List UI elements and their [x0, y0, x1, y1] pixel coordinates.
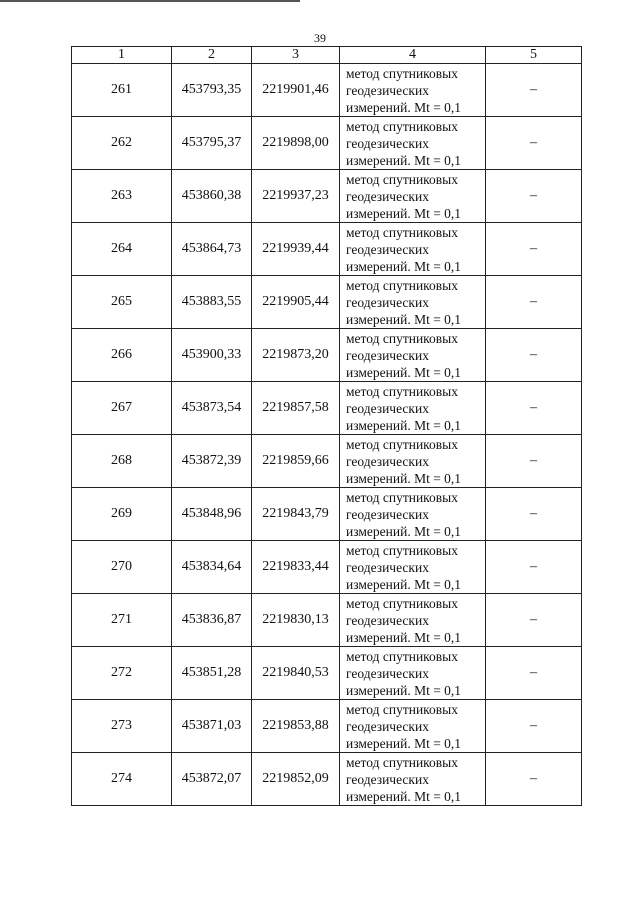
coordinate-y: 2219898,00 [252, 117, 340, 170]
header-row [72, 47, 582, 64]
point-number: 263 [72, 170, 172, 223]
method-line: метод спутниковых [346, 277, 458, 293]
header-col-2: 2 [172, 47, 252, 64]
method-line: метод спутниковых [346, 701, 458, 717]
table-row [72, 435, 582, 488]
point-number: 272 [72, 647, 172, 700]
coordinate-x: 453900,33 [172, 329, 252, 382]
measurement-method [340, 64, 486, 117]
coordinate-y: 2219840,53 [252, 647, 340, 700]
method-line: измерений. Mt = 0,1 [346, 311, 462, 327]
coordinate-x: 453873,54 [172, 382, 252, 435]
method-line: измерений. Mt = 0,1 [346, 99, 462, 115]
note-dash: – [486, 594, 582, 647]
note-dash: – [486, 223, 582, 276]
table-row [72, 594, 582, 647]
coordinate-y: 2219937,23 [252, 170, 340, 223]
method-line: измерений. Mt = 0,1 [346, 258, 462, 274]
table-row [72, 700, 582, 753]
coordinate-y: 2219853,88 [252, 700, 340, 753]
coordinate-x: 453836,87 [172, 594, 252, 647]
coordinate-x: 453851,28 [172, 647, 252, 700]
coordinate-y: 2219939,44 [252, 223, 340, 276]
note-dash: – [486, 647, 582, 700]
method-line: геодезических [346, 294, 429, 310]
method-line: геодезических [346, 612, 429, 628]
method-line: метод спутниковых [346, 754, 458, 770]
table-body [72, 64, 582, 806]
coordinate-y: 2219873,20 [252, 329, 340, 382]
measurement-method [340, 541, 486, 594]
method-line: измерений. Mt = 0,1 [346, 152, 462, 168]
coordinate-y: 2219859,66 [252, 435, 340, 488]
header-col-1: 1 [72, 47, 172, 64]
coordinates-table [71, 46, 582, 806]
coordinate-x: 453883,55 [172, 276, 252, 329]
table-header [72, 47, 582, 64]
method-line: метод спутниковых [346, 118, 458, 134]
method-line: геодезических [346, 400, 429, 416]
method-line: геодезических [346, 347, 429, 363]
measurement-method [340, 700, 486, 753]
coordinate-x: 453793,35 [172, 64, 252, 117]
coordinate-x: 453864,73 [172, 223, 252, 276]
coordinate-x: 453872,39 [172, 435, 252, 488]
method-line: метод спутниковых [346, 171, 458, 187]
method-line: метод спутниковых [346, 542, 458, 558]
top-rule [0, 0, 300, 2]
method-line: метод спутниковых [346, 65, 458, 81]
measurement-method [340, 594, 486, 647]
point-number: 261 [72, 64, 172, 117]
measurement-method [340, 329, 486, 382]
measurement-method [340, 223, 486, 276]
note-dash: – [486, 64, 582, 117]
method-line: измерений. Mt = 0,1 [346, 629, 462, 645]
coordinate-x: 453860,38 [172, 170, 252, 223]
method-line: измерений. Mt = 0,1 [346, 205, 462, 221]
method-line: измерений. Mt = 0,1 [346, 576, 462, 592]
method-line: геодезических [346, 559, 429, 575]
point-number: 266 [72, 329, 172, 382]
measurement-method [340, 435, 486, 488]
measurement-method [340, 276, 486, 329]
note-dash: – [486, 170, 582, 223]
table-row [72, 541, 582, 594]
coordinate-y: 2219830,13 [252, 594, 340, 647]
measurement-method [340, 170, 486, 223]
method-line: метод спутниковых [346, 648, 458, 664]
note-dash: – [486, 329, 582, 382]
table-row [72, 329, 582, 382]
method-line: метод спутниковых [346, 489, 458, 505]
point-number: 274 [72, 753, 172, 806]
table-row [72, 64, 582, 117]
method-line: геодезических [346, 453, 429, 469]
point-number: 271 [72, 594, 172, 647]
header-col-4: 4 [340, 47, 486, 64]
measurement-method [340, 753, 486, 806]
method-line: геодезических [346, 241, 429, 257]
table-row [72, 382, 582, 435]
method-line: измерений. Mt = 0,1 [346, 364, 462, 380]
method-line: геодезических [346, 506, 429, 522]
method-line: измерений. Mt = 0,1 [346, 523, 462, 539]
coordinate-y: 2219852,09 [252, 753, 340, 806]
coordinate-y: 2219843,79 [252, 488, 340, 541]
method-line: геодезических [346, 665, 429, 681]
method-line: геодезических [346, 771, 429, 787]
method-line: геодезических [346, 135, 429, 151]
table-row [72, 170, 582, 223]
coordinate-y: 2219833,44 [252, 541, 340, 594]
note-dash: – [486, 276, 582, 329]
table-row [72, 488, 582, 541]
table-row [72, 647, 582, 700]
note-dash: – [486, 435, 582, 488]
measurement-method [340, 647, 486, 700]
method-line: метод спутниковых [346, 383, 458, 399]
coordinate-x: 453872,07 [172, 753, 252, 806]
method-line: геодезических [346, 188, 429, 204]
point-number: 267 [72, 382, 172, 435]
table-row [72, 117, 582, 170]
measurement-method [340, 117, 486, 170]
coordinate-y: 2219905,44 [252, 276, 340, 329]
coordinate-y: 2219901,46 [252, 64, 340, 117]
table-row [72, 223, 582, 276]
method-line: геодезических [346, 82, 429, 98]
point-number: 269 [72, 488, 172, 541]
note-dash: – [486, 753, 582, 806]
header-col-3: 3 [252, 47, 340, 64]
method-line: измерений. Mt = 0,1 [346, 735, 462, 751]
method-line: измерений. Mt = 0,1 [346, 417, 462, 433]
coordinate-x: 453871,03 [172, 700, 252, 753]
coordinate-x: 453834,64 [172, 541, 252, 594]
coordinate-x: 453795,37 [172, 117, 252, 170]
measurement-method [340, 382, 486, 435]
point-number: 270 [72, 541, 172, 594]
method-line: метод спутниковых [346, 595, 458, 611]
header-col-5: 5 [486, 47, 582, 64]
method-line: метод спутниковых [346, 224, 458, 240]
note-dash: – [486, 382, 582, 435]
method-line: измерений. Mt = 0,1 [346, 682, 462, 698]
coordinate-y: 2219857,58 [252, 382, 340, 435]
note-dash: – [486, 700, 582, 753]
method-line: измерений. Mt = 0,1 [346, 470, 462, 486]
measurement-method [340, 488, 486, 541]
method-line: измерений. Mt = 0,1 [346, 788, 462, 804]
point-number: 268 [72, 435, 172, 488]
table-row [72, 753, 582, 806]
table-row [72, 276, 582, 329]
point-number: 264 [72, 223, 172, 276]
page-number: 39 [314, 31, 326, 45]
note-dash: – [486, 488, 582, 541]
point-number: 262 [72, 117, 172, 170]
point-number: 273 [72, 700, 172, 753]
method-line: геодезических [346, 718, 429, 734]
note-dash: – [486, 117, 582, 170]
note-dash: – [486, 541, 582, 594]
method-line: метод спутниковых [346, 330, 458, 346]
coordinate-x: 453848,96 [172, 488, 252, 541]
method-line: метод спутниковых [346, 436, 458, 452]
point-number: 265 [72, 276, 172, 329]
